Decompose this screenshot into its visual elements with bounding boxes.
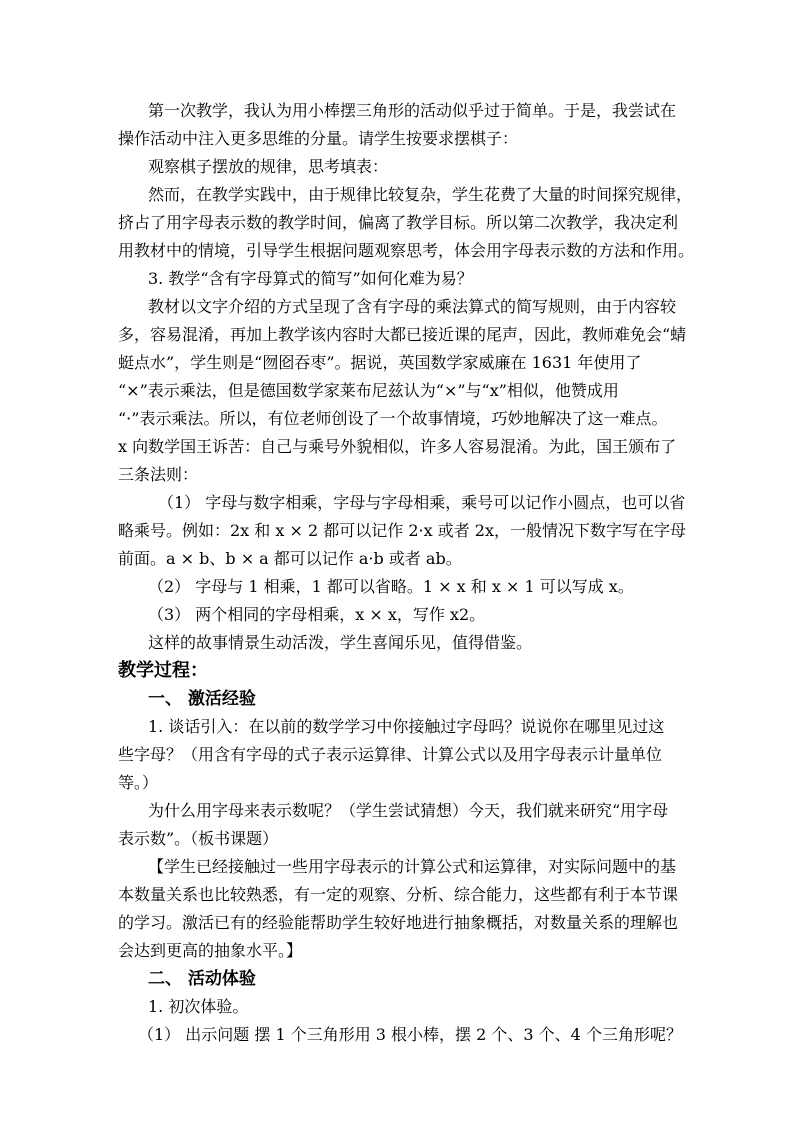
- paragraph-line: 第一次教学，我认为用小棒摆三角形的活动似乎过于简单。于是，我尝试在: [148, 101, 677, 120]
- paragraph-line: 略乘号。例如：2x 和 x × 2 都可以记作 2·x 或者 2x，一般情况下数字写在字母: [118, 521, 686, 540]
- paragraph-line: “·”表示乘法。所以，有位老师创设了一个故事情境，巧妙地解决了这一难点。: [118, 409, 668, 428]
- paragraph-line: 等。）: [118, 773, 159, 792]
- rule-item: （3） 两个相同的字母相乘，x × x，写作 x2。: [148, 605, 486, 624]
- paragraph-line: 观察棋子摆放的规律，思考填表：: [148, 157, 389, 176]
- rule-item: （2） 字母与 1 相乘，1 都可以省略。1 × x 和 x × 1 可以写成 x。: [148, 577, 634, 596]
- paragraph-line: 会达到更高的抽象水平。】: [118, 941, 303, 960]
- paragraph-line: 1. 初次体验。: [148, 997, 249, 1016]
- paragraph-line: 本数量关系也比较熟悉，有一定的观察、分析、综合能力，这些都有利于本节课: [118, 885, 679, 904]
- paragraph-line: 的学习。激活已有的经验能帮助学生较好地进行抽象概括，对数量关系的理解也: [118, 913, 679, 932]
- paragraph-line: 教材以文字介绍的方式呈现了含有字母的乘法算式的简写规则，由于内容较: [148, 297, 677, 316]
- paragraph-line: 多，容易混淆，再加上教学该内容时大都已接近课的尾声，因此，教师难免会“蜻: [118, 325, 687, 344]
- paragraph-line: 操作活动中注入更多思维的分量。请学生按要求摆棋子：: [118, 129, 519, 148]
- paragraph-line: 挤占了用字母表示数的教学时间，偏离了教学目标。所以第二次教学，我决定利: [118, 213, 679, 232]
- paragraph-line: 【学生已经接触过一些用字母表示的计算公式和运算律，对实际问题中的基: [148, 857, 677, 876]
- paragraph-line: 这样的故事情景生动活泼，学生喜闻乐见，值得借鉴。: [148, 633, 533, 652]
- paragraph-line: x 向数学国王诉苦：自己与乘号外貌相似，许多人容易混淆。为此，国王颁布了: [118, 437, 677, 456]
- paragraph-line: 蜓点水”，学生则是“囫囵吞枣”。据说，英国数学家威廉在 1631 年使用了: [118, 353, 642, 372]
- section-heading: 3. 教学“含有字母算式的简写”如何化难为易？: [148, 269, 473, 288]
- section-heading: 一、 激活经验: [148, 689, 256, 709]
- paragraph-line: 表示数”。（板书课题）: [118, 829, 279, 848]
- section-heading: 二、 活动体验: [148, 969, 256, 989]
- paragraph-line: 前面。a × b、b × a 都可以记作 a·b 或者 ab。: [118, 549, 462, 568]
- paragraph-line: 1. 谈话引入：在以前的数学学习中你接触过字母吗？说说你在哪里见过这: [148, 717, 665, 736]
- paragraph-line: （1） 出示问题 摆 1 个三角形用 3 根小棒，摆 2 个、3 个、4 个三角形呢？: [138, 1025, 682, 1044]
- main-heading: 教学过程：: [118, 660, 208, 681]
- paragraph-line: 然而，在教学实践中，由于规律比较复杂，学生花费了大量的时间探究规律，: [148, 185, 693, 204]
- rule-item: （1） 字母与数字相乘，字母与字母相乘，乘号可以记作小圆点，也可以省: [158, 493, 686, 512]
- paragraph-line: 些字母？（用含有字母的式子表示运算律、计算公式以及用字母表示计量单位: [118, 745, 663, 764]
- paragraph-line: 三条法则：: [118, 465, 199, 484]
- paragraph-line: 用教材中的情境，引导学生根据问题观察思考，体会用字母表示数的方法和作用。: [118, 241, 695, 260]
- paragraph-line: 为什么用字母来表示数呢？（学生尝试猜想）今天，我们就来研究“用字母: [148, 801, 669, 820]
- paragraph-line: “×”表示乘法，但是德国数学家莱布尼兹认为“×”与“x”相似，他赞成用: [118, 381, 619, 400]
